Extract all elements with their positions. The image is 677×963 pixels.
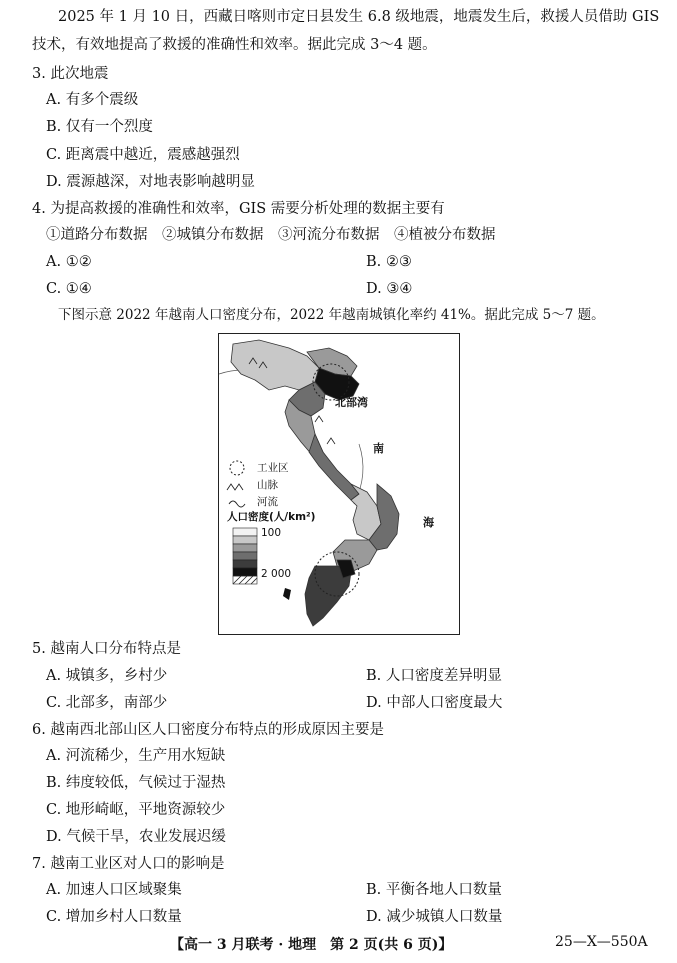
intro-paragraph-2: 下图示意 2022 年越南人口密度分布，2022 年越南城镇化率约 41%。据此完成 5～7 题。 [58,307,605,323]
vietnam-population-density-map [218,333,460,635]
question-7-stem: 7. 越南工业区对人口的影响是 [32,856,225,872]
question-5-option-c: C. 北部多，南部少 [46,695,168,711]
question-4-stem: 4. 为提高救援的准确性和效率，GIS 需要分析处理的数据主要有 [32,201,445,217]
map-svg [219,334,459,634]
question-6-option-b: B. 纬度较低，气候过于湿热 [46,775,226,791]
legend-density-hatch [233,576,257,584]
legend-density-swatch [233,528,257,536]
legend-river-icon [229,501,245,507]
intro-paragraph-line-1: 2025 年 1 月 10 日，西藏日喀则市定日县发生 6.8 级地震，地震发生后，救援人员借助 GIS [58,9,660,25]
legend-density-swatch [233,560,257,568]
legend-density-title: 人口密度(人/km²) [227,511,316,523]
legend-density-swatch [233,552,257,560]
question-4-items: ①道路分布数据 ②城镇分布数据 ③河流分布数据 ④植被分布数据 [46,227,496,243]
legend-industrial-icon [230,461,244,475]
legend-mountain-icon [227,484,243,490]
question-3-option-c: C. 距离震中越近，震感越强烈 [46,147,240,163]
question-6-stem: 6. 越南西北部山区人口密度分布特点的形成原因主要是 [32,722,384,738]
question-7-option-b: B. 平衡各地人口数量 [366,882,502,898]
region-north-west [231,340,319,390]
question-3-option-a: A. 有多个震级 [46,92,139,108]
legend-density-swatches [233,528,257,584]
label-gulf-of-tonkin: 北部湾 [335,396,368,409]
page-footer [0,934,677,954]
question-3-stem: 3. 此次地震 [32,66,109,82]
question-7-option-c: C. 增加乡村人口数量 [46,909,182,925]
question-5-stem: 5. 越南人口分布特点是 [32,641,181,657]
label-south-china-sea-1: 南 [373,442,384,455]
question-4-option-a: A. ①② [46,254,92,270]
legend-industrial-label: 工业区 [257,462,289,474]
question-5-option-a: A. 城镇多，乡村少 [46,668,168,684]
legend-mountain-label: 山脉 [257,479,278,491]
question-7-option-d: D. 减少城镇人口数量 [366,909,503,925]
label-south-china-sea-2: 海 [423,516,434,529]
question-4-option-d: D. ③④ [366,281,413,297]
intro-paragraph-line-2: 技术，有效地提高了救援的准确性和效率。据此完成 3～4 题。 [32,37,437,53]
question-4-option-c: C. ①④ [46,281,92,297]
footer-page-info: 【高一 3 月联考 · 地理 第 2 页(共 6 页)】 [170,937,453,953]
question-6-option-a: A. 河流稀少，生产用水短缺 [46,748,226,764]
question-6-option-c: C. 地形崎岖，平地资源较少 [46,802,226,818]
question-3-option-b: B. 仅有一个烈度 [46,119,153,135]
legend-river-label: 河流 [257,496,278,508]
legend-density-max: 2 000 [261,568,292,580]
question-7-option-a: A. 加速人口区域聚集 [46,882,182,898]
question-4-option-b: B. ②③ [366,254,412,270]
footer-code: 25—X—550A [555,934,648,950]
island [283,588,291,600]
legend-density-swatch [233,568,257,576]
question-5-option-d: D. 中部人口密度最大 [366,695,503,711]
legend-density-min: 100 [261,527,282,539]
question-6-option-d: D. 气候干旱，农业发展迟缓 [46,829,226,845]
question-3-option-d: D. 震源越深，对地表影响越明显 [46,174,255,190]
legend-density-swatch [233,536,257,544]
region-central-coast [309,434,359,500]
question-5-option-b: B. 人口密度差异明显 [366,668,502,684]
legend-density-swatch [233,544,257,552]
